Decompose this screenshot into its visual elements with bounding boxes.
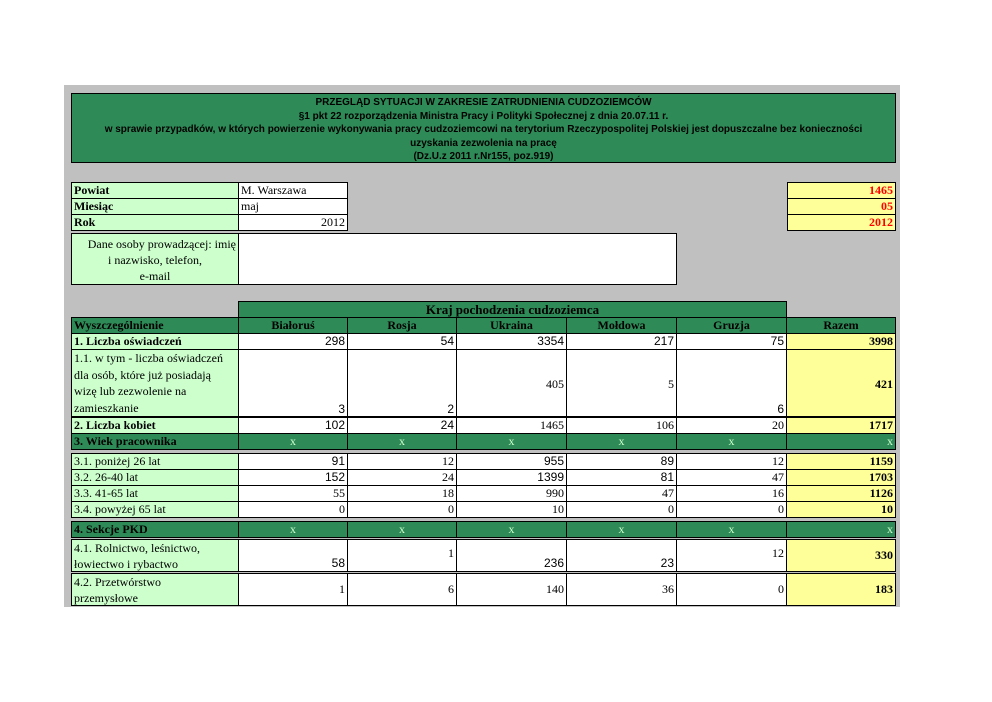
total-cell: 1126	[786, 485, 896, 502]
row-label-26-40: 3.2. 26-40 lat	[71, 469, 239, 486]
table-cell[interactable]: 18	[347, 485, 457, 502]
section-x-cell: x	[786, 433, 896, 450]
title-line-4: uzyskania zezwolenia na pracę	[410, 137, 557, 149]
table-cell[interactable]: 58	[238, 539, 348, 572]
table-cell[interactable]: 89	[566, 453, 677, 470]
contact-label-line-3: e-mail	[139, 269, 171, 283]
col-header-razem: Razem	[786, 317, 896, 334]
table-cell[interactable]: 1	[347, 539, 457, 572]
table-cell[interactable]: 3354	[456, 333, 567, 350]
section-x-cell: x	[786, 521, 896, 538]
section-sekcje-pkd: 4. Sekcje PKD	[71, 521, 239, 538]
row-label-line: dla osób, które już posiadają	[74, 367, 211, 382]
contact-input[interactable]	[238, 233, 677, 285]
section-x-cell: x	[347, 521, 457, 538]
table-cell[interactable]: 5	[566, 349, 677, 417]
table-cell[interactable]: 54	[347, 333, 457, 350]
contact-label	[71, 233, 239, 285]
table-cell[interactable]: 24	[347, 469, 457, 486]
section-x-cell: x	[456, 433, 567, 450]
table-cell[interactable]: 10	[456, 501, 567, 518]
title-line-3: w sprawie przypadków, w których powierzenie wykonywania pracy cudzoziemcowi na terytorium Rzeczypospolitej Polskiej jest dopuszczalne bez konieczności	[104, 124, 863, 135]
row-label-line: łowiectwo i rybactwo	[74, 557, 178, 571]
table-cell[interactable]: 12	[676, 539, 787, 572]
table-cell[interactable]: 102	[238, 417, 348, 434]
powiat-label: Powiat	[71, 182, 239, 199]
table-cell[interactable]: 1	[238, 573, 348, 606]
title-line-2: §1 pkt 22 rozporządzenia Ministra Pracy i Polityki Społecznej z dnia 20.07.11 r.	[298, 110, 669, 122]
section-wiek-pracownika: 3. Wiek pracownika	[71, 433, 239, 450]
total-cell: 3998	[786, 333, 896, 350]
row-label-powyzej-65: 3.4. powyżej 65 lat	[71, 501, 239, 518]
row-label-line: zamieszkanie	[74, 400, 139, 415]
row-label-line: 4.1. Rolnictwo, leśnictwo,	[74, 541, 200, 555]
row-label-rolnictwo	[71, 539, 239, 572]
month-code: 05	[787, 198, 896, 215]
total-cell: 183	[786, 573, 896, 606]
section-x-cell: x	[566, 433, 677, 450]
col-header-rosja: Rosja	[347, 317, 457, 334]
table-cell[interactable]: 0	[566, 501, 677, 518]
rok-label: Rok	[71, 214, 239, 231]
table-cell[interactable]: 1465	[456, 417, 567, 434]
section-x-cell: x	[676, 433, 787, 450]
contact-label-line-1: Dane osoby prowadzącej: imię	[87, 237, 236, 251]
report-title-block	[71, 93, 896, 163]
table-cell[interactable]: 152	[238, 469, 348, 486]
year-code: 2012	[787, 214, 896, 231]
row-label-przetworstwo	[71, 573, 239, 606]
section-x-cell: x	[238, 521, 348, 538]
title-line-5: (Dz.U.z 2011 r.Nr155, poz.919)	[413, 151, 554, 162]
table-cell[interactable]: 91	[238, 453, 348, 470]
table-cell[interactable]: 12	[347, 453, 457, 470]
table-cell[interactable]: 990	[456, 485, 567, 502]
total-cell: 330	[786, 539, 896, 572]
total-cell: 10	[786, 501, 896, 518]
table-cell[interactable]: 36	[566, 573, 677, 606]
rok-value[interactable]: 2012	[238, 214, 348, 231]
row-label-line: 4.2. Przetwórstwo	[74, 575, 161, 589]
total-cell: 1159	[786, 453, 896, 470]
table-cell[interactable]: 47	[676, 469, 787, 486]
table-cell[interactable]: 47	[566, 485, 677, 502]
section-x-cell: x	[238, 433, 348, 450]
section-x-cell: x	[347, 433, 457, 450]
powiat-value[interactable]: M. Warszawa	[238, 182, 348, 199]
country-group-header: Kraj pochodzenia cudzoziemca	[238, 301, 787, 318]
table-cell[interactable]: 24	[347, 417, 457, 434]
total-cell: 421	[786, 349, 896, 417]
row-label-line: wizę lub zezwolenie na	[74, 384, 187, 398]
col-header-ukraina: Ukraina	[456, 317, 567, 334]
title-line-1: PRZEGLĄD SYTUACJI W ZAKRESIE ZATRUDNIENIA CUDZOZIEMCÓW	[315, 97, 652, 108]
row-label-wize-zezwolenie	[71, 349, 239, 417]
miesiac-label: Miesiąc	[71, 198, 239, 215]
powiat-code: 1465	[787, 182, 896, 199]
table-cell[interactable]: 298	[238, 333, 348, 350]
row-label-liczba-kobiet: 2. Liczba kobiet	[71, 417, 239, 434]
table-cell[interactable]: 16	[676, 485, 787, 502]
row-label-line: przemysłowe	[74, 591, 138, 605]
table-cell[interactable]: 0	[347, 501, 457, 518]
table-cell[interactable]: 106	[566, 417, 677, 434]
table-cell[interactable]: 1399	[456, 469, 567, 486]
row-label-line: 1.1. w tym - liczba oświadczeń	[74, 351, 223, 365]
table-cell[interactable]: 81	[566, 469, 677, 486]
table-cell[interactable]: 140	[456, 573, 567, 606]
table-cell[interactable]: 20	[676, 417, 787, 434]
row-label-liczba-oswiadczen: 1. Liczba oświadczeń	[71, 333, 239, 350]
table-cell[interactable]: 23	[566, 539, 677, 572]
section-x-cell: x	[456, 521, 567, 538]
table-cell[interactable]: 405	[456, 349, 567, 417]
col-header-moldowa: Mołdowa	[566, 317, 677, 334]
table-cell[interactable]: 2	[347, 349, 457, 417]
col-header-gruzja: Gruzja	[676, 317, 787, 334]
table-cell[interactable]: 236	[456, 539, 567, 572]
table-cell[interactable]: 12	[676, 453, 787, 470]
table-cell[interactable]: 75	[676, 333, 787, 350]
table-cell[interactable]: 0	[238, 501, 348, 518]
table-cell[interactable]: 0	[676, 501, 787, 518]
table-cell[interactable]: 217	[566, 333, 677, 350]
total-cell: 1703	[786, 469, 896, 486]
total-cell: 1717	[786, 417, 896, 434]
contact-label-line-2: i nazwisko, telefon,	[108, 253, 202, 267]
first-col-header: Wyszczególnienie	[71, 317, 239, 334]
table-cell[interactable]: 6	[676, 349, 787, 417]
row-label-ponizej-26: 3.1. poniżej 26 lat	[71, 453, 239, 470]
col-header-bialorus: Białoruś	[238, 317, 348, 334]
section-x-cell: x	[676, 521, 787, 538]
table-cell[interactable]: 6	[347, 573, 457, 606]
table-cell[interactable]: 0	[676, 573, 787, 606]
table-cell[interactable]: 3	[238, 349, 348, 417]
table-cell[interactable]: 55	[238, 485, 348, 502]
row-label-41-65: 3.3. 41-65 lat	[71, 485, 239, 502]
miesiac-value[interactable]: maj	[238, 198, 348, 215]
table-cell[interactable]: 955	[456, 453, 567, 470]
section-x-cell: x	[566, 521, 677, 538]
